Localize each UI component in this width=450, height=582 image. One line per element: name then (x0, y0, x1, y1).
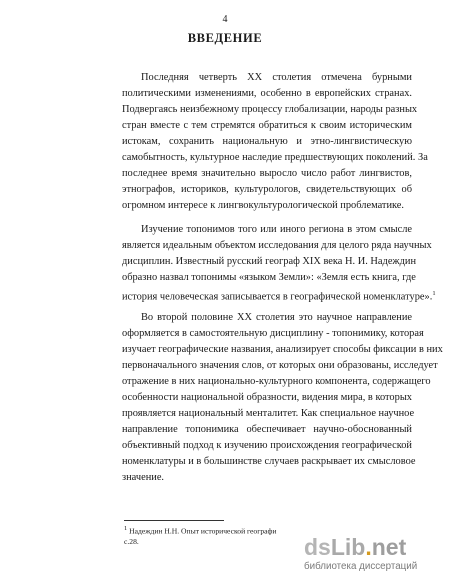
text-line: изучает географические названия, анализирует способы фиксации в них (122, 344, 443, 355)
text-line: Подвергаясь неизбежному процессу глобализации, народы разных (122, 104, 418, 115)
footnote-text (124, 525, 276, 536)
text-line: стран вместе с тем стремятся обратиться к своим историческим (122, 120, 412, 131)
text-line: самобытность, культурное наследие предшествующих поколений. За (122, 152, 428, 163)
text-line: последнее время значительно выросло число работ лингвистов, (122, 168, 412, 179)
watermark (304, 535, 444, 575)
text-line: объективный подход к изучению происхождения географической (122, 440, 412, 451)
text-line: дисциплин. Известный русский географ XIX века Н. И. Надеждин (122, 256, 417, 267)
text-line: направление топонимика обеспечивает научно-обоснованный (122, 424, 412, 435)
watermark-logo: dsLib.net (304, 534, 407, 560)
text-line: номенклатуры и в большинстве случаев раскрывает их смысловое (122, 456, 416, 467)
footnote-reference: 1 (432, 290, 436, 297)
footnote-page: с.28. (124, 537, 139, 546)
text-line: отражение в них национально-культурного компонента, содержащего (122, 376, 431, 387)
text-line: истокам, сохранить национальную и этно-лингвистическую (122, 136, 412, 147)
text-line: образно назвал топонимы «языком Земли»: «Земля есть книга, где (122, 272, 416, 283)
text-line: первоначального значения слов, от которых они образованы, исследует (122, 360, 438, 371)
text-line-content: история человеческая записывается в географической номенклатуре». (122, 291, 433, 303)
footnote-marker: 1 (124, 525, 128, 532)
text-line: особенности национальной образности, видения мира, в которых (122, 392, 412, 403)
text-line: оформляется в самостоятельную дисциплину - топонимику, которая (122, 328, 424, 339)
text-line: значение. (122, 472, 165, 483)
footnote-divider (124, 520, 224, 521)
text-line: политическими изменениями, особенно в европейских странах. (122, 88, 412, 99)
text-line: Последняя четверть XX столетия отмечена бурными (141, 72, 412, 83)
text-line: проявляется национальный менталитет. Как специальное научное (122, 408, 415, 419)
footnote-citation: Надеждин Н.Н. Опыт исторической географи (129, 526, 277, 536)
page-title: ВВЕДЕНИЕ (187, 31, 263, 45)
text-line: этнографов, историков, культурологов, свидетельствующих об (122, 184, 412, 195)
page-number: 4 (222, 14, 228, 25)
text-line: является идеальным объектом исследования для целого ряда научных (122, 240, 432, 251)
text-line: Во второй половине XX столетия это научное направление (141, 312, 412, 323)
watermark-caption: библиотека диссертаций (304, 561, 418, 572)
text-line: Изучение топонимов того или иного региона в этом смысле (141, 224, 412, 235)
text-line (122, 286, 436, 305)
text-line: огромном интересе к лингвокультурологической проблематике. (122, 200, 405, 211)
